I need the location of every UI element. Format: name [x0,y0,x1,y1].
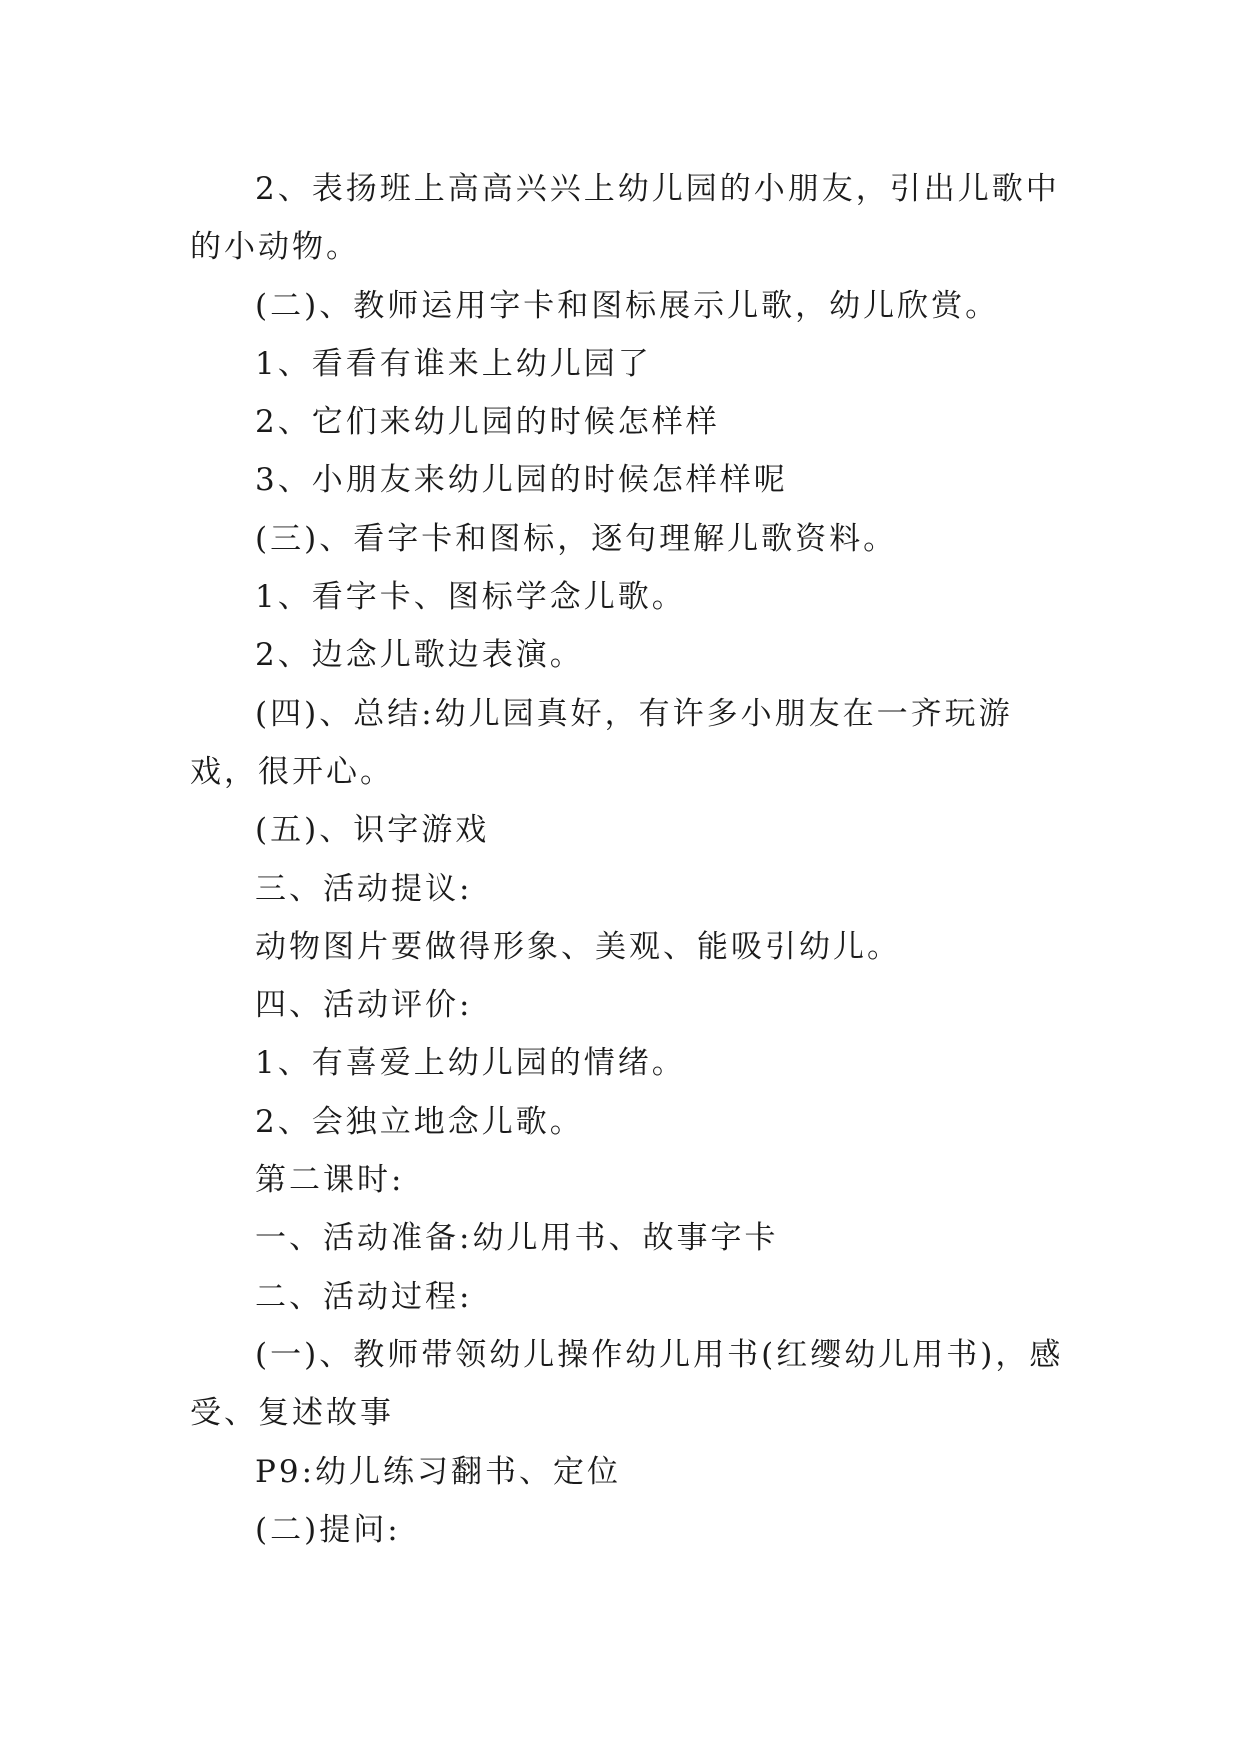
heading-activity-process: 二、活动过程: [255,1278,473,1315]
paragraph-perform-song: 2、边念儿歌边表演。 [255,637,584,674]
paragraph-how-animals-come: 2、它们来幼儿园的时候怎样样 [255,404,720,441]
paragraph-activity-preparation: 一、活动准备:幼儿用书、故事字卡 [255,1220,779,1257]
document-body [190,160,1070,1559]
paragraph-section-3: (三)、看字卡和图标，逐句理解儿歌资料。 [255,520,898,557]
paragraph-evaluation-2: 2、会独立地念儿歌。 [255,1103,584,1140]
heading-second-lesson: 第二课时: [255,1162,405,1199]
paragraph-p9: P9:幼儿练习翻书、定位 [255,1453,622,1490]
paragraph-suggestion: 动物图片要做得形象、美观、能吸引幼儿。 [255,928,901,965]
paragraph-section-2: (二)、教师运用字卡和图标展示儿歌，幼儿欣赏。 [255,287,1000,324]
paragraph-who-comes: 1、看看有谁来上幼儿园了 [255,345,652,382]
paragraph-section-5: (五)、识字游戏 [255,812,490,849]
paragraph-questions: (二)提问: [255,1511,401,1548]
paragraph-how-children-come: 3、小朋友来幼儿园的时候怎样样呢 [255,462,788,499]
paragraph-section-4-summary: (四)、总结:幼儿园真好，有许多小朋友在一齐玩游戏，很开心。 [190,695,1013,790]
paragraph-process-step-1: (一)、教师带领幼儿操作幼儿用书(红缨幼儿用书)，感受、复述故事 [190,1336,1064,1432]
paragraph-praise-children: 2、表扬班上高高兴兴上幼儿园的小朋友，引出儿歌中的小动物。 [190,171,1060,266]
paragraph-learn-song: 1、看字卡、图标学念儿歌。 [255,579,686,616]
heading-activity-evaluation: 四、活动评价: [255,987,473,1024]
heading-activity-suggestions: 三、活动提议: [255,870,473,907]
paragraph-evaluation-1: 1、有喜爱上幼儿园的情绪。 [255,1045,686,1082]
